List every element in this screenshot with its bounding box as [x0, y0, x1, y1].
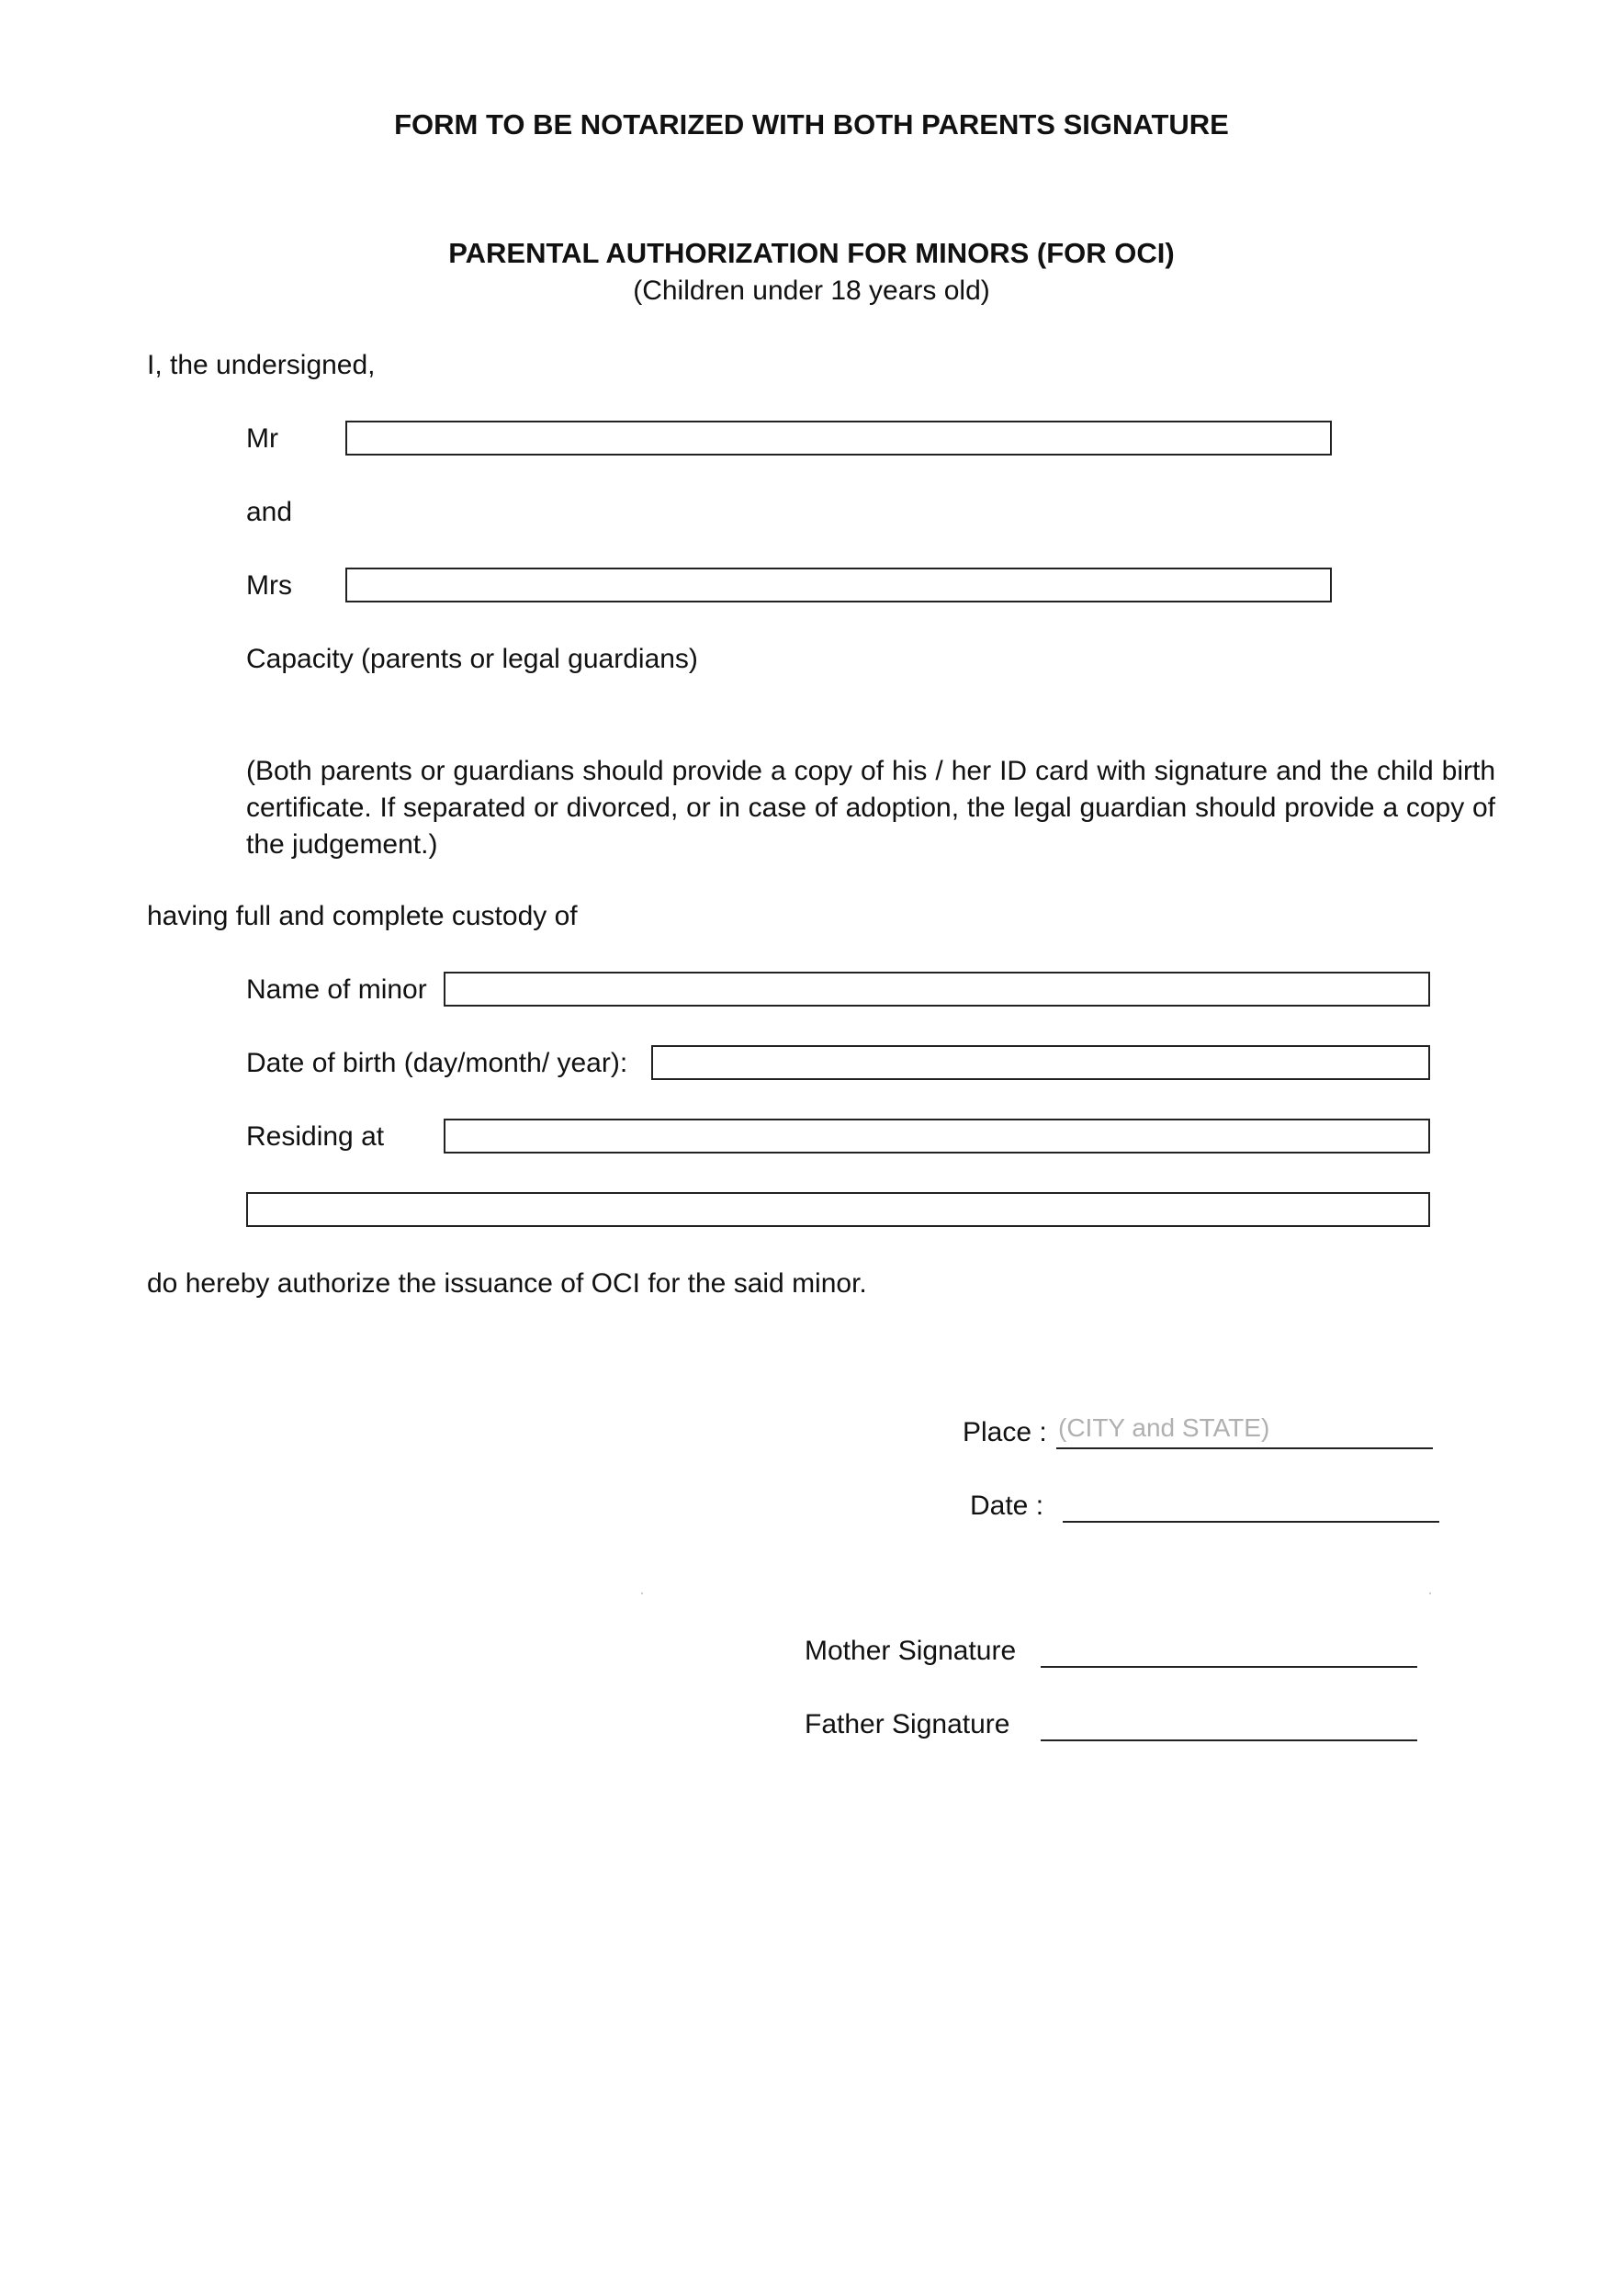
- form-title: PARENTAL AUTHORIZATION FOR MINORS (FOR OCI): [448, 237, 1175, 269]
- dob-label: Date of birth (day/month/ year):: [246, 1048, 628, 1078]
- mrs-label: Mrs: [246, 570, 292, 601]
- place-field[interactable]: [1056, 1412, 1433, 1449]
- place-placeholder: (CITY and STATE): [1058, 1413, 1270, 1442]
- form-subtitle: (Children under 18 years old): [633, 276, 990, 306]
- residing-field-line-2[interactable]: [246, 1192, 1430, 1227]
- notarize-notice: FORM TO BE NOTARIZED WITH BOTH PARENTS SIGNATURE: [394, 108, 1229, 141]
- authorization-text: do hereby authorize the issuance of OCI for the said minor.: [147, 1268, 867, 1299]
- mrs-name-field[interactable]: [345, 568, 1332, 602]
- father-signature-field[interactable]: [1041, 1705, 1417, 1741]
- residing-label: Residing at: [246, 1121, 385, 1152]
- documents-note: (Both parents or guardians should provide a copy of his / her ID card with signature and the child birth certificate. If separated or divorced, or in case of adoption, the legal guardian should provide a copy of the judgement.): [246, 756, 1495, 860]
- mr-label: Mr: [246, 423, 278, 454]
- father-signature-label: Father Signature: [805, 1709, 1010, 1739]
- scan-dot: [1429, 1593, 1431, 1594]
- date-field[interactable]: [1063, 1486, 1439, 1523]
- place-label: Place :: [963, 1417, 1047, 1447]
- residing-field[interactable]: [444, 1119, 1430, 1154]
- intro-text: I, the undersigned,: [147, 350, 376, 380]
- custody-text: having full and complete custody of: [147, 901, 578, 931]
- capacity-label: Capacity (parents or legal guardians): [246, 644, 698, 674]
- dob-field[interactable]: [651, 1045, 1430, 1080]
- mother-signature-label: Mother Signature: [805, 1636, 1017, 1666]
- scan-dot: [641, 1593, 643, 1594]
- and-label: and: [246, 497, 293, 527]
- mr-name-field[interactable]: [345, 421, 1332, 456]
- mother-signature-field[interactable]: [1041, 1631, 1417, 1668]
- date-label: Date :: [970, 1491, 1044, 1521]
- minor-name-field[interactable]: [444, 972, 1430, 1007]
- minor-name-label: Name of minor: [246, 974, 427, 1005]
